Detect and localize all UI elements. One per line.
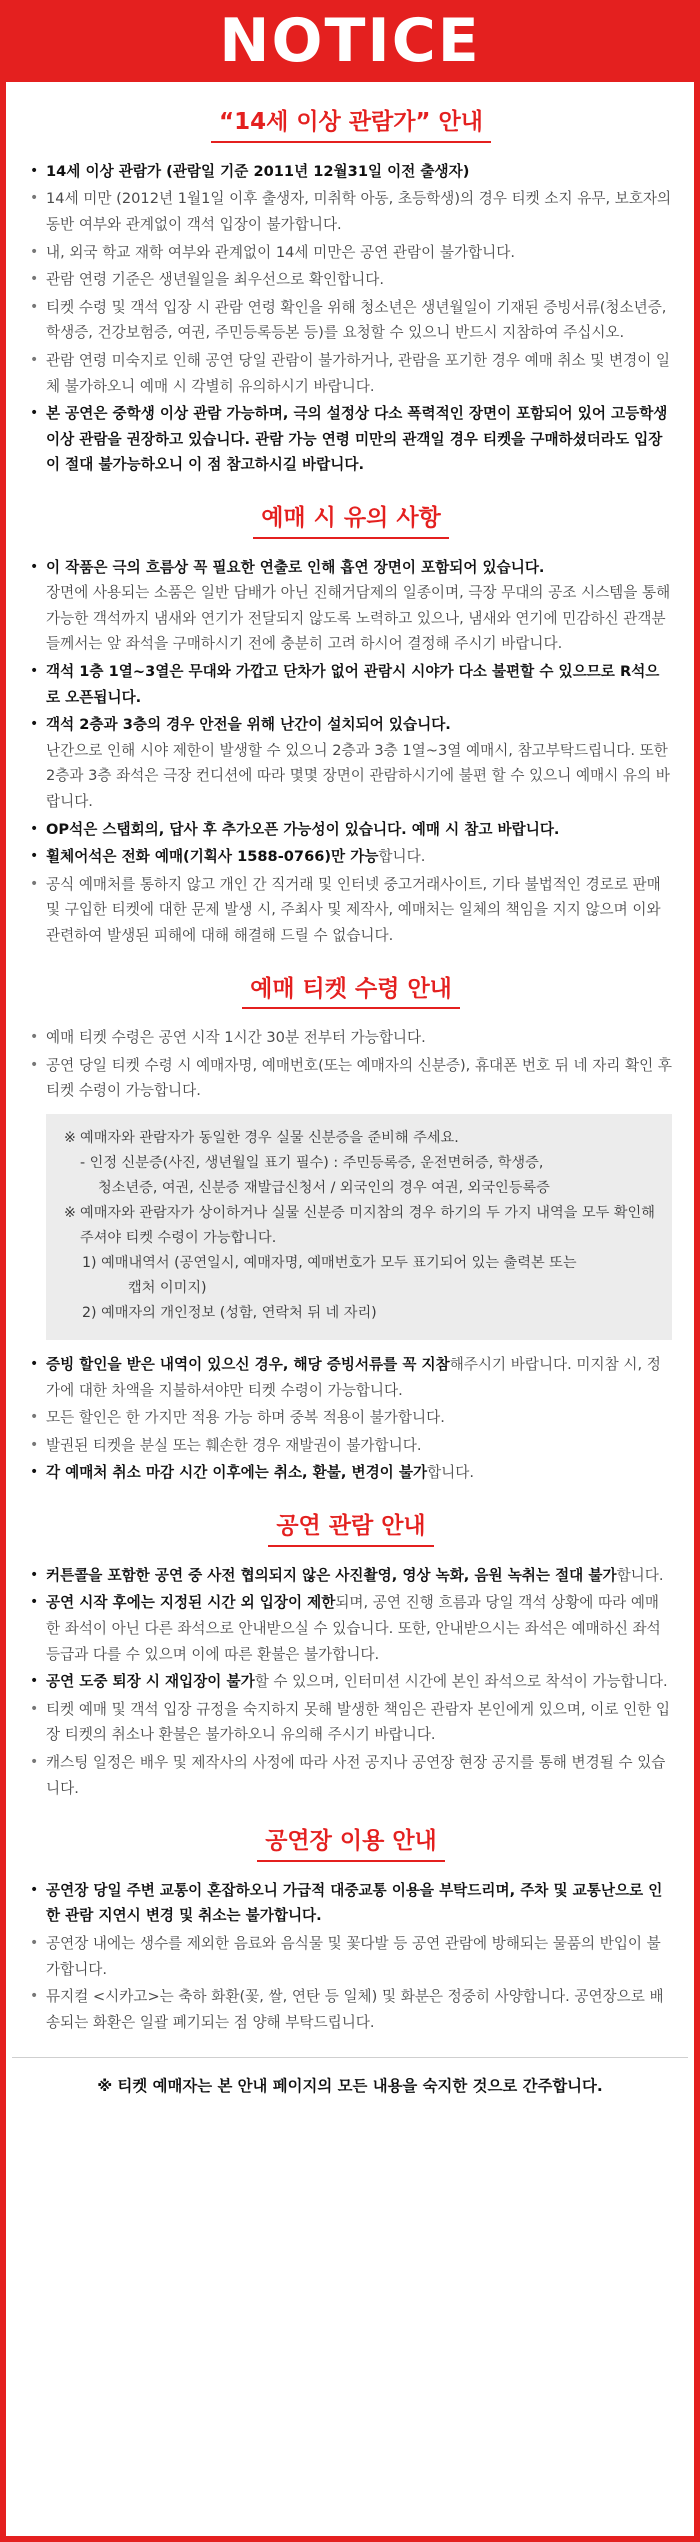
section-title-age: “14세 이상 관람가” 안내 (211, 108, 491, 143)
emphasis-text: 14세 이상 관람가 (관람일 기준 2011년 12월31일 이전 출생자) (46, 162, 470, 180)
section-age-rating (6, 108, 694, 478)
notice-item-text (46, 240, 672, 266)
notice-item-text (46, 401, 672, 478)
bullet-icon: • (30, 1881, 39, 1898)
body-text: 합니다. (378, 848, 426, 866)
bullet-icon: • (30, 558, 39, 575)
notice-item-text (46, 1433, 672, 1459)
notice-item-text (46, 295, 672, 346)
body-text: 해주시기 바랍니다. 미지참 시, 정가에 대한 차액을 지불하셔야만 티켓 수령이 가능합니다. (46, 1356, 661, 1399)
notice-item (30, 712, 672, 814)
notice-item (30, 844, 672, 870)
section-booking-notes (6, 504, 694, 949)
notice-item (30, 1025, 672, 1051)
notice-item (30, 1563, 672, 1589)
notice-item (30, 659, 672, 710)
notice-item (30, 348, 672, 399)
body-text: 발권된 티켓을 분실 또는 훼손한 경우 재발권이 불가합니다. (46, 1436, 422, 1454)
notice-item (30, 1352, 672, 1403)
notice-item-text (46, 1563, 672, 1589)
bullet-icon: • (30, 243, 39, 260)
bullet-icon: • (30, 1409, 39, 1426)
notice-item-text (46, 1750, 672, 1801)
notice-item (30, 267, 672, 293)
emphasis-text: 객석 1층 1열~3열은 무대와 가깝고 단차가 없어 관람시 시야가 다소 불편할 수 있으므로 R석으로 오픈됩니다. (46, 663, 660, 706)
notice-item (30, 1697, 672, 1748)
notice-item-text (46, 712, 672, 814)
notice-item-text (46, 186, 672, 237)
viewing-guide-list (30, 1563, 672, 1801)
section-title-booking: 예매 시 유의 사항 (253, 504, 449, 539)
section-venue-guide (6, 1827, 694, 2035)
bullet-icon: • (30, 716, 39, 733)
bullet-icon: • (30, 1673, 39, 1690)
notice-item-text (46, 159, 672, 185)
body-text: 공연장 내에는 생수를 제외한 음료와 음식물 및 꽃다발 등 공연 관람에 방해되는 물품의 반입이 불가합니다. (46, 1935, 661, 1978)
notice-item-text (46, 267, 672, 293)
detail-paragraph: 난간으로 인해 시야 제한이 발생할 수 있으니 2층과 3층 1열~3열 예매시, 참고부탁드립니다. 또한 2층과 3층 좌석은 극장 컨디션에 따라 몇몇 장면이 관람하시기에 불편 할 수 있으니 예매시 유의 바랍니다. (46, 741, 670, 810)
box-line-different-person: 예매자와 관람자가 상이하거나 실물 신분증 미지참의 경우 하기의 두 가지 내역을 모두 확인해 주셔야 티켓 수령이 가능합니다. (80, 1205, 655, 1247)
note-mark: ※ (64, 1205, 76, 1222)
notice-item (30, 817, 672, 843)
notice-item-text (46, 1352, 672, 1403)
body-text: 뮤지컬 <시카고>는 축하 화환(꽃, 쌀, 연탄 등 일체) 및 화분은 정중히 사양합니다. 공연장으로 배송되는 화환은 일괄 폐기되는 점 양해 부탁드립니다. (46, 1988, 664, 2031)
bullet-icon: • (30, 1356, 39, 1373)
section-title-viewing: 공연 관람 안내 (268, 1512, 433, 1547)
box-line-same-person: 예매자와 관람자가 동일한 경우 실물 신분증을 준비해 주세요. (80, 1130, 459, 1147)
body-text: 예매 티켓 수령은 공연 시작 1시간 30분 전부터 가능합니다. (46, 1029, 426, 1047)
notice-item-text (46, 1878, 672, 1929)
box-line-id-list: - 인정 신분증(사진, 생년월일 표기 필수) : 주민등록증, 운전면허증, 학생증, (80, 1155, 544, 1172)
notice-item (30, 872, 672, 949)
notice-item (30, 1405, 672, 1431)
body-text: 캐스팅 일정은 배우 및 제작사의 사정에 따라 사전 공지나 공연장 현장 공지를 통해 변경될 수 있습니다. (46, 1753, 666, 1797)
notice-item-text (46, 1984, 672, 2035)
emphasis-text: OP석은 스탭회의, 답사 후 추가오픈 가능성이 있습니다. 예매 시 참고 바랍니다. (46, 820, 560, 838)
bullet-icon: • (30, 298, 39, 315)
bullet-icon: • (30, 1594, 39, 1611)
body-text: 관람 연령 미숙지로 인해 공연 당일 관람이 불가하거나, 관람을 포기한 경우 예매 취소 및 변경이 일체 불가하오니 예매 시 각별히 유의하시기 바랍니다. (46, 351, 671, 395)
notice-item (30, 1053, 672, 1104)
notice-item (30, 295, 672, 346)
bullet-icon: • (30, 875, 39, 892)
notice-item-text (46, 1697, 672, 1748)
notice-item-text (46, 844, 672, 870)
section-viewing-guide (6, 1512, 694, 1801)
detail-paragraph: 장면에 사용되는 소품은 일반 담배가 아닌 진해거담제의 일종이며, 극장 무대의 공조 시스템을 통해 가능한 객석까지 냄새와 연기가 전달되지 않도록 노력하고 있으나, 냄새와 연기에 민감하신 관객분들께서는 앞 좌석을 구매하시기 전에 충분히 고려 하시어 결정해 주시기 바랍니다. (46, 584, 671, 653)
notice-item-text (46, 1590, 672, 1667)
bullet-icon: • (30, 663, 39, 679)
bullet-icon: • (30, 190, 39, 207)
age-rating-list (30, 159, 672, 478)
body-text: 티켓 예매 및 객석 입장 규정을 숙지하지 못해 발생한 책임은 관람자 본인에게 있으며, 이로 인한 입장 티켓의 취소나 환불은 불가하오니 유의해 주시기 바랍니다. (46, 1700, 671, 1744)
notice-item-text (46, 1405, 672, 1431)
notice-item (30, 1460, 672, 1486)
notice-item-text (46, 817, 672, 843)
notice-item (30, 555, 672, 657)
emphasis-text: 공연 도중 퇴장 시 재입장이 불가 (46, 1673, 255, 1691)
notice-item (30, 1984, 672, 2035)
body-text: 티켓 수령 및 객석 입장 시 관람 연령 확인을 위해 청소년은 생년월일이 기재된 증빙서류(청소년증, 학생증, 건강보험증, 여권, 주민등록등본 등)를 요청할 수 있으니 반드시 지참하여 주십시오. (46, 298, 667, 342)
notice-item (30, 401, 672, 478)
body-text: 합니다. (616, 1566, 664, 1584)
notice-item (30, 159, 672, 185)
body-text: 공식 예매처를 통하지 않고 개인 간 직거래 및 인터넷 중고거래사이트, 기타 불법적인 경로로 판매 및 구입한 티켓에 대한 문제 발생 시, 주최사 및 제작사, 예매처는 일체의 책임을 지지 않으며 이와 관련하여 발생된 피해에 대해 해결해 드릴 수 없습니다. (46, 875, 661, 944)
emphasis-text: 본 공연은 중학생 이상 관람 가능하며, 극의 설정상 다소 폭력적인 장면이 포함되어 있어 고등학생 이상 관람을 권장하고 있습니다. 관람 가능 연령 미만의 관객일 경우 티켓을 구매하셨더라도 입장이 절대 불가능하오니 이 점 참고하시길 바랍니다. (46, 405, 668, 474)
emphasis-text: 공연장 당일 주변 교통이 혼잡하오니 가급적 대중교통 이용을 부탁드리며, 주차 및 교통난으로 인한 관람 지연시 변경 및 취소는 불가합니다. (46, 1881, 663, 1925)
body-text: 할 수 있으며, 인터미션 시간에 본인 좌석으로 착석이 가능합니다. (254, 1673, 668, 1691)
bullet-icon: • (30, 1988, 39, 2005)
emphasis-text: 휠체어석은 전화 예매(기획사 1588-0766)만 가능 (46, 848, 379, 866)
body-text: 14세 미만 (2012년 1월1일 이후 출생자, 미취학 아동, 초등학생)의 경우 티켓 소지 유무, 보호자의 동반 여부와 관계없이 객석 입장이 불가합니다. (46, 190, 672, 233)
notice-item (30, 1669, 672, 1695)
notice-item-text (46, 872, 672, 949)
bullet-icon: • (30, 162, 39, 179)
banner-title: NOTICE (219, 6, 481, 76)
notice-item (30, 1590, 672, 1667)
bullet-icon: • (30, 1056, 39, 1073)
box-line-personal-info: 2) 예매자의 개인정보 (성함, 연락처 뒤 네 자리) (82, 1305, 377, 1322)
notice-item (30, 240, 672, 266)
notice-item (30, 186, 672, 237)
emphasis-text: 이 작품은 극의 흐름상 꼭 필요한 연출로 인해 흡연 장면이 포함되어 있습니다. (46, 558, 545, 576)
emphasis-text: 공연 시작 후에는 지정된 시간 외 입장이 제한 (46, 1594, 336, 1612)
notice-item-text (46, 555, 672, 657)
box-line-id-list-cont: 청소년증, 여권, 신분증 재발급신청서 / 외국인의 경우 여권, 외국인등록증 (98, 1180, 550, 1197)
pickup-list-bottom (30, 1352, 672, 1486)
box-line-reservation-record-cont: 캡처 이미지) (128, 1280, 207, 1297)
body-text: 합니다. (427, 1464, 474, 1482)
bullet-icon: • (30, 820, 39, 837)
id-requirements-box (46, 1114, 672, 1340)
bullet-icon: • (30, 1753, 39, 1770)
bullet-icon: • (30, 1436, 39, 1453)
section-title-venue: 공연장 이용 안내 (257, 1827, 445, 1862)
box-line-reservation-record: 1) 예매내역서 (공연일시, 예매자명, 예매번호가 모두 표기되어 있는 출력본 또는 (82, 1255, 577, 1272)
emphasis-text: 객석 2층과 3층의 경우 안전을 위해 난간이 설치되어 있습니다. (46, 716, 451, 734)
notice-item-text (46, 659, 672, 710)
bullet-icon: • (30, 1029, 39, 1046)
notice-item (30, 1750, 672, 1801)
body-text: 공연 당일 티켓 수령 시 예매자명, 예매번호(또는 예매자의 신분증), 휴대폰 번호 뒤 네 자리 확인 후 티켓 수령이 가능합니다. (46, 1056, 672, 1100)
notice-item-text (46, 348, 672, 399)
bullet-icon: • (30, 848, 39, 865)
footer-notice: ※ 티켓 예매자는 본 안내 페이지의 모든 내용을 숙지한 것으로 간주합니다. (97, 2077, 603, 2096)
bullet-icon: • (30, 1566, 39, 1583)
booking-notes-list (30, 555, 672, 949)
section-title-pickup: 예매 티켓 수령 안내 (242, 975, 460, 1010)
notice-banner (0, 0, 700, 82)
bullet-icon: • (30, 1464, 39, 1481)
bullet-icon: • (30, 1700, 39, 1717)
pickup-list-top (30, 1025, 672, 1104)
emphasis-text: 증빙 할인을 받은 내역이 있으신 경우, 해당 증빙서류를 꼭 지참 (46, 1356, 450, 1374)
bullet-icon: • (30, 351, 39, 368)
section-ticket-pickup (6, 975, 694, 1487)
body-text: 내, 외국 학교 재학 여부와 관계없이 14세 미만은 공연 관람이 불가합니다. (46, 243, 515, 261)
emphasis-text: 각 예매처 취소 마감 시간 이후에는 취소, 환불, 변경이 불가 (46, 1464, 428, 1482)
venue-guide-list (30, 1878, 672, 2036)
notice-item (30, 1878, 672, 1929)
notice-item (30, 1433, 672, 1459)
bullet-icon: • (30, 1935, 39, 1952)
bullet-icon: • (30, 405, 39, 422)
body-text: 모든 할인은 한 가지만 적용 가능 하며 중복 적용이 불가합니다. (46, 1409, 445, 1427)
body-text: 관람 연령 기준은 생년월일을 최우선으로 확인합니다. (46, 271, 384, 289)
emphasis-text: 커튼콜을 포함한 공연 중 사전 협의되지 않은 사진촬영, 영상 녹화, 음원 녹취는 절대 불가 (46, 1566, 617, 1584)
notice-item-text (46, 1669, 672, 1695)
body-text: 되며, 공연 진행 흐름과 당일 객석 상황에 따라 예매한 좌석이 아닌 다른 좌석으로 안내받으실 수 있습니다. 또한, 안내받으시는 좌석은 예매하신 좌석 등급과 다를 수 있으며 이에 따른 환불은 불가합니다. (46, 1594, 661, 1663)
note-mark: ※ (64, 1130, 76, 1147)
notice-item-text (46, 1460, 672, 1486)
bullet-icon: • (30, 271, 39, 288)
notice-item-text (46, 1931, 672, 1982)
notice-item (30, 1931, 672, 1982)
